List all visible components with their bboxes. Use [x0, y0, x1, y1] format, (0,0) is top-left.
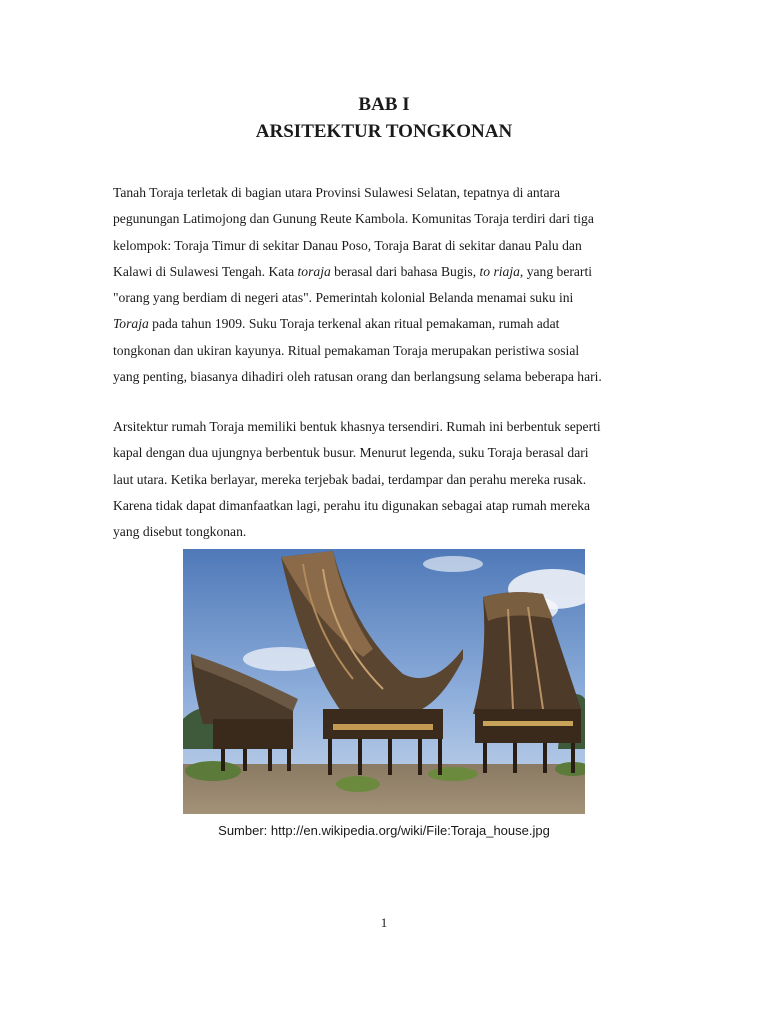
text-segment: Arsitektur rumah Toraja memiliki bentuk khasnya tersendiri. Rumah ini berbentuk seperti	[113, 419, 601, 434]
italic-term: Toraja	[113, 316, 149, 332]
paragraph-intro	[113, 180, 673, 390]
italic-term: toraja	[297, 263, 331, 279]
text-segment: Tanah Toraja terletak di bagian utara Provinsi Sulawesi Selatan, tepatnya di antara	[113, 185, 561, 200]
text-segment: laut utara. Ketika berlayar, mereka terjebak badai, terdampar dan perahu mereka rusak.	[113, 471, 587, 487]
text-segment: berasal dari bahasa Bugis,	[330, 263, 480, 279]
text-line	[113, 493, 673, 519]
text-line	[113, 233, 673, 259]
italic-term: to riaja	[479, 263, 520, 279]
text-line	[113, 180, 673, 206]
text-segment: , yang berarti	[519, 263, 593, 279]
text-segment: pada tahun 1909. Suku Toraja terkenal akan ritual pemakaman, rumah adat	[148, 316, 560, 332]
text-line	[113, 259, 673, 285]
paragraph-architecture	[113, 414, 673, 545]
text-segment: yang penting, biasanya dihadiri oleh ratusan orang dan berlangsung selama beberapa hari.	[113, 369, 602, 385]
text-line	[113, 206, 673, 232]
text-line	[113, 311, 673, 337]
text-segment: kelompok: Toraja Timur di sekitar Danau Poso, Toraja Barat di sekitar danau Palu dan	[113, 237, 582, 253]
text-line	[113, 440, 673, 466]
toraja-house-photo	[183, 549, 585, 814]
text-line	[113, 467, 673, 493]
text-segment: tongkonan dan ukiran kayunya. Ritual pemakaman Toraja merupakan peristiwa sosial	[113, 342, 580, 358]
text-line	[113, 285, 673, 311]
text-segment: pegunungan Latimojong dan Gunung Reute Kambola. Komunitas Toraja terdiri dari tiga	[113, 211, 594, 227]
text-segment: "orang yang berdiam di negeri atas". Pemerintah kolonial Belanda menamai suku ini	[113, 290, 574, 306]
toraja-house-illustration	[183, 549, 585, 814]
page-number: 1	[380, 915, 388, 930]
text-line	[113, 519, 673, 545]
text-line	[113, 364, 673, 390]
text-segment: Kalawi di Sulawesi Tengah. Kata	[113, 263, 298, 279]
page-title: ARSITEKTUR TONGKONAN	[255, 121, 513, 142]
chapter-label: BAB I	[358, 94, 410, 115]
text-line	[113, 414, 673, 440]
text-line	[113, 338, 673, 364]
image-caption: Sumber: http://en.wikipedia.org/wiki/File:Toraja_house.jpg	[218, 823, 550, 838]
text-segment: yang disebut tongkonan.	[113, 524, 247, 540]
text-segment: Karena tidak dapat dimanfaatkan lagi, perahu itu digunakan sebagai atap rumah mereka	[113, 497, 591, 513]
text-segment: kapal dengan dua ujungnya berbentuk busur. Menurut legenda, suku Toraja berasal dari	[113, 445, 589, 461]
